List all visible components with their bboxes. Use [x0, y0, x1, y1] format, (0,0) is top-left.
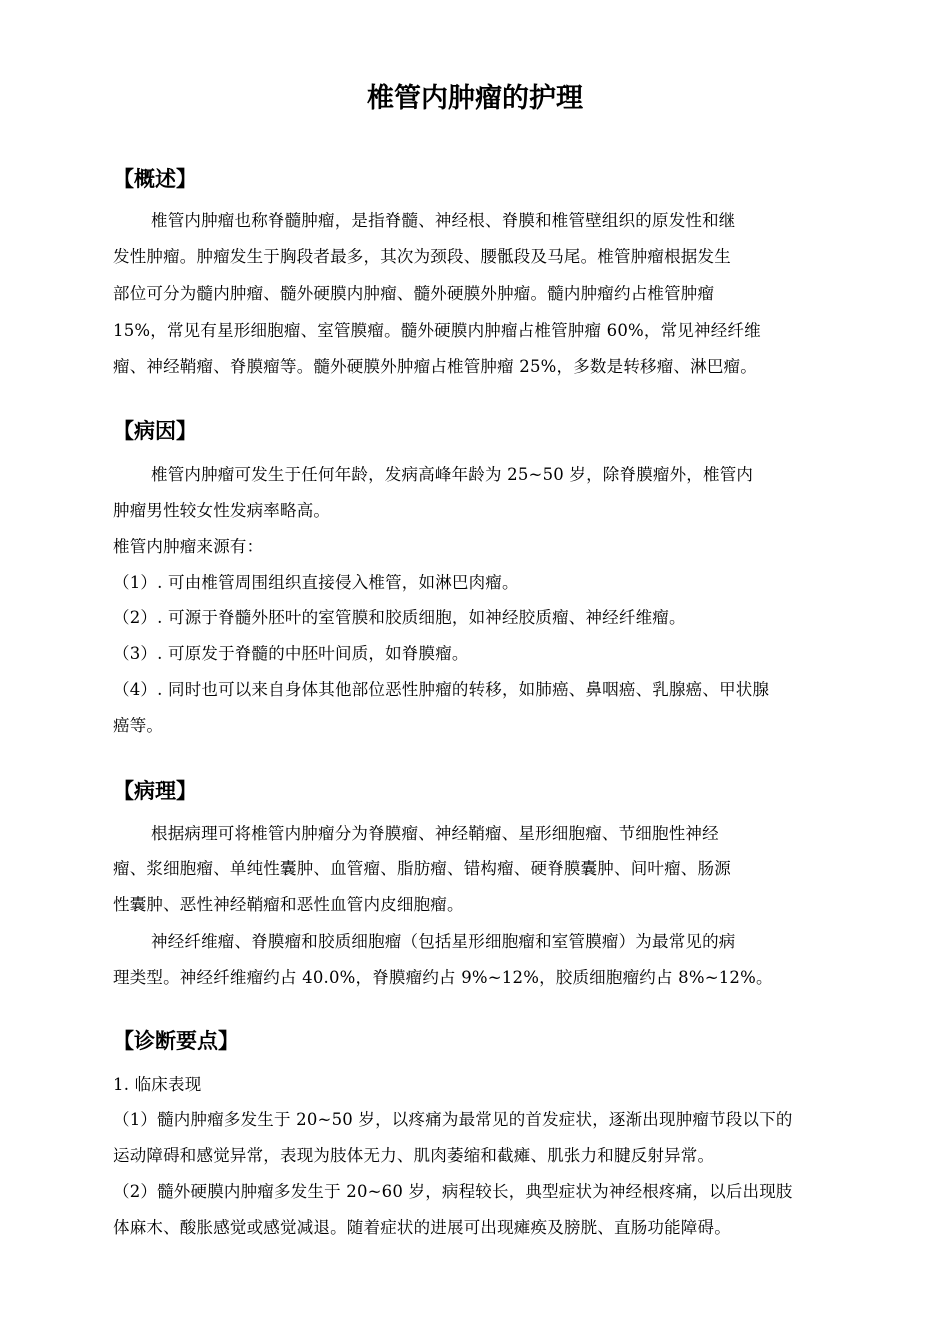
list-item: （1）. 可由椎管周围组织直接侵入椎管，如淋巴肉瘤。 [113, 573, 519, 592]
list-item-continuation: 癌等。 [113, 716, 164, 735]
paragraph-line: 椎管内肿瘤来源有： [113, 537, 264, 556]
paragraph-line: 发性肿瘤。肿瘤发生于胸段者最多，其次为颈段、腰骶段及马尾。椎管肿瘤根据发生 [113, 247, 731, 266]
paragraph-line: 理类型。神经纤维瘤约占 40.0%，脊膜瘤约占 9%~12%，胶质细胞瘤约占 8%~12%。 [113, 968, 773, 987]
paragraph-line: 根据病理可将椎管内肿瘤分为脊膜瘤、神经鞘瘤、星形细胞瘤、节细胞性神经 [151, 824, 719, 843]
list-item: （2）. 可源于脊髓外胚叶的室管膜和胶质细胞，如神经胶质瘤、神经纤维瘤。 [113, 608, 686, 627]
paragraph-line: 瘤、浆细胞瘤、单纯性囊肿、血管瘤、脂肪瘤、错构瘤、硬脊膜囊肿、间叶瘤、肠源 [113, 859, 731, 878]
paragraph-line: 15%，常见有星形细胞瘤、室管膜瘤。髓外硬膜内肿瘤占椎管肿瘤 60%，常见神经纤维 [113, 321, 761, 340]
list-item: （4）. 同时也可以来自身体其他部位恶性肿瘤的转移，如肺癌、鼻咽癌、乳腺癌、甲状腺 [113, 680, 770, 699]
paragraph-line: 瘤、神经鞘瘤、脊膜瘤等。髓外硬膜外肿瘤占椎管肿瘤 25%，多数是转移瘤、淋巴瘤。 [113, 357, 757, 376]
paragraph-line: 性囊肿、恶性神经鞘瘤和恶性血管内皮细胞瘤。 [113, 895, 464, 914]
list-item: （2）髓外硬膜内肿瘤多发生于 20~60 岁，病程较长，典型症状为神经根疼痛，以后出现肢 [113, 1182, 793, 1201]
paragraph-line: 神经纤维瘤、脊膜瘤和胶质细胞瘤（包括星形细胞瘤和室管膜瘤）为最常见的病 [151, 932, 736, 951]
section-heading-diagnosis: 【诊断要点】 [113, 1029, 239, 1053]
subsection-heading: 1. 临床表现 [113, 1075, 202, 1094]
paragraph-line: 椎管内肿瘤也称脊髓肿瘤，是指脊髓、神经根、脊膜和椎管壁组织的原发性和继 [151, 211, 736, 230]
section-heading-overview: 【概述】 [113, 167, 197, 191]
list-item-continuation: 体麻木、酸胀感觉或感觉减退。随着症状的进展可出现瘫痪及膀胱、直肠功能障碍。 [113, 1218, 731, 1237]
section-heading-pathology: 【病理】 [113, 779, 197, 803]
section-heading-etiology: 【病因】 [113, 419, 197, 443]
list-item: （3）. 可原发于脊髓的中胚叶间质，如脊膜瘤。 [113, 644, 469, 663]
paragraph-line: 椎管内肿瘤可发生于任何年龄，发病高峰年龄为 25~50 岁，除脊膜瘤外，椎管内 [151, 465, 754, 484]
paragraph-line: 肿瘤男性较女性发病率略高。 [113, 501, 331, 520]
list-item-continuation: 运动障碍和感觉异常，表现为肢体无力、肌肉萎缩和截瘫、肌张力和腱反射异常。 [113, 1146, 715, 1165]
paragraph-line: 部位可分为髓内肿瘤、髓外硬膜内肿瘤、髓外硬膜外肿瘤。髓内肿瘤约占椎管肿瘤 [113, 284, 715, 303]
list-item: （1）髓内肿瘤多发生于 20~50 岁，以疼痛为最常见的首发症状，逐渐出现肿瘤节段以下的 [113, 1110, 793, 1129]
document-title: 椎管内肿瘤的护理 [367, 83, 583, 114]
